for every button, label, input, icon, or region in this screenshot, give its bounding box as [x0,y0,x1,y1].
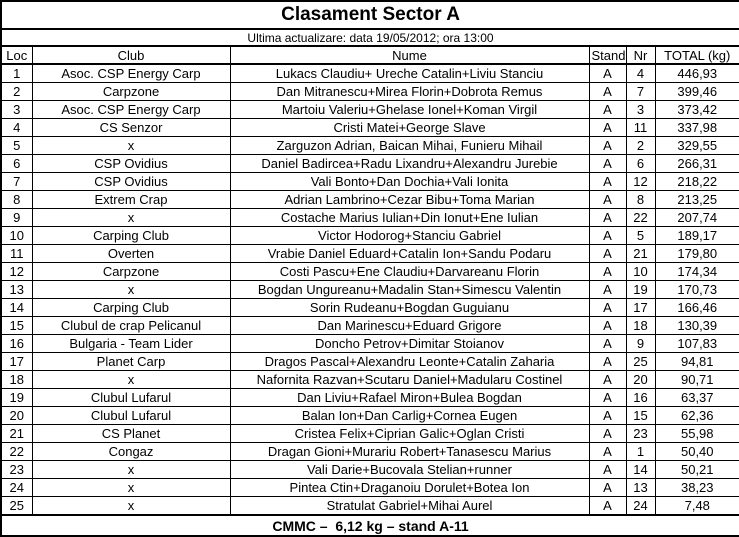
cell-loc: 6 [1,155,32,173]
cell-nume: Dragan Gioni+Murariu Robert+Tanasescu Marius [230,443,589,461]
cell-total: 446,93 [655,64,739,83]
cell-club: Bulgaria - Team Lider [32,335,230,353]
cell-loc: 13 [1,281,32,299]
cell-nume: Costache Marius Iulian+Din Ionut+Ene Iulian [230,209,589,227]
cell-stand: A [589,155,626,173]
cell-stand: A [589,407,626,425]
col-header-nume: Nume [230,46,589,64]
col-header-loc: Loc [1,46,32,64]
cell-club: x [32,461,230,479]
cell-nr: 5 [626,227,655,245]
cell-total: 174,34 [655,263,739,281]
cell-nume: Lukacs Claudiu+ Ureche Catalin+Liviu Stanciu [230,64,589,83]
column-header-row [1,46,739,64]
cell-nr: 21 [626,245,655,263]
table-row [1,137,739,155]
cell-total: 170,73 [655,281,739,299]
cell-total: 266,31 [655,155,739,173]
cell-club: Congaz [32,443,230,461]
cell-nr: 6 [626,155,655,173]
table-row [1,155,739,173]
cell-club: Carping Club [32,299,230,317]
cell-club: Carpzone [32,83,230,101]
cell-nume: Dan Liviu+Rafael Miron+Bulea Bogdan [230,389,589,407]
cell-nume: Martoiu Valeriu+Ghelase Ionel+Koman Virgil [230,101,589,119]
cell-club: Clubul Lufarul [32,407,230,425]
cell-club: Carpzone [32,263,230,281]
cell-loc: 3 [1,101,32,119]
cell-stand: A [589,137,626,155]
cell-club: x [32,137,230,155]
cell-total: 7,48 [655,497,739,516]
cell-stand: A [589,191,626,209]
cell-loc: 24 [1,479,32,497]
cell-loc: 2 [1,83,32,101]
cell-nr: 11 [626,119,655,137]
table-row [1,371,739,389]
table-row [1,389,739,407]
page-title: Clasament Sector A [1,1,739,29]
cell-total: 166,46 [655,299,739,317]
table-row [1,173,739,191]
cell-stand: A [589,497,626,516]
cell-total: 50,40 [655,443,739,461]
cell-loc: 15 [1,317,32,335]
cell-stand: A [589,173,626,191]
cell-total: 179,80 [655,245,739,263]
footer-row [1,515,739,536]
cell-loc: 19 [1,389,32,407]
cell-nr: 13 [626,479,655,497]
col-header-stand: Stand [589,46,626,64]
cell-nr: 23 [626,425,655,443]
cell-loc: 8 [1,191,32,209]
cell-club: CSP Ovidius [32,173,230,191]
cell-nume: Bogdan Ungureanu+Madalin Stan+Simescu Valentin [230,281,589,299]
table-row [1,497,739,516]
cell-stand: A [589,425,626,443]
table-row [1,407,739,425]
cell-stand: A [589,281,626,299]
cell-stand: A [589,209,626,227]
table-row [1,335,739,353]
cell-nume: Vrabie Daniel Eduard+Catalin Ion+Sandu Podaru [230,245,589,263]
cell-total: 55,98 [655,425,739,443]
table-row [1,191,739,209]
cell-nr: 19 [626,281,655,299]
cell-nume: Daniel Badircea+Radu Lixandru+Alexandru Jurebie [230,155,589,173]
cell-nr: 1 [626,443,655,461]
cell-club: Planet Carp [32,353,230,371]
cell-stand: A [589,263,626,281]
table-row [1,281,739,299]
cell-nume: Zarguzon Adrian, Baican Mihai, Funieru Mihail [230,137,589,155]
cell-nume: Dan Marinescu+Eduard Grigore [230,317,589,335]
cell-nr: 4 [626,64,655,83]
cell-loc: 5 [1,137,32,155]
subtitle-row [1,29,739,46]
table-row [1,101,739,119]
cell-total: 207,74 [655,209,739,227]
cell-nume: Victor Hodorog+Stanciu Gabriel [230,227,589,245]
cell-nume: Cristi Matei+George Slave [230,119,589,137]
cell-total: 107,83 [655,335,739,353]
cell-stand: A [589,64,626,83]
cell-nume: Dragos Pascal+Alexandru Leonte+Catalin Zaharia [230,353,589,371]
cell-total: 90,71 [655,371,739,389]
table-row [1,353,739,371]
cell-club: Asoc. CSP Energy Carp [32,101,230,119]
table-row [1,245,739,263]
cell-loc: 25 [1,497,32,516]
cell-nume: Costi Pascu+Ene Claudiu+Darvareanu Florin [230,263,589,281]
footer-note: CMMC – 6,12 kg – stand A-11 [1,515,739,536]
cell-total: 130,39 [655,317,739,335]
cell-nume: Sorin Rudeanu+Bogdan Guguianu [230,299,589,317]
cell-club: CS Senzor [32,119,230,137]
cell-club: Carping Club [32,227,230,245]
cell-nr: 16 [626,389,655,407]
cell-nr: 25 [626,353,655,371]
cell-nr: 9 [626,335,655,353]
cell-stand: A [589,317,626,335]
cell-loc: 22 [1,443,32,461]
cell-loc: 7 [1,173,32,191]
cell-total: 62,36 [655,407,739,425]
cell-nume: Balan Ion+Dan Carlig+Cornea Eugen [230,407,589,425]
cell-stand: A [589,101,626,119]
cell-nr: 22 [626,209,655,227]
cell-nr: 2 [626,137,655,155]
cell-total: 189,17 [655,227,739,245]
cell-loc: 16 [1,335,32,353]
cell-stand: A [589,479,626,497]
cell-stand: A [589,389,626,407]
cell-stand: A [589,245,626,263]
cell-nr: 20 [626,371,655,389]
cell-total: 213,25 [655,191,739,209]
table-row [1,443,739,461]
cell-stand: A [589,335,626,353]
cell-total: 218,22 [655,173,739,191]
results-body [1,64,739,515]
col-header-total: TOTAL (kg) [655,46,739,64]
cell-loc: 12 [1,263,32,281]
title-row [1,1,739,29]
cell-total: 373,42 [655,101,739,119]
cell-nume: Pintea Ctin+Draganoiu Dorulet+Botea Ion [230,479,589,497]
table-row [1,263,739,281]
table-row [1,461,739,479]
cell-nume: Dan Mitranescu+Mirea Florin+Dobrota Remus [230,83,589,101]
table-row [1,317,739,335]
cell-loc: 9 [1,209,32,227]
cell-stand: A [589,443,626,461]
cell-stand: A [589,119,626,137]
cell-total: 337,98 [655,119,739,137]
table-row [1,209,739,227]
cell-club: x [32,371,230,389]
table-row [1,83,739,101]
cell-nr: 17 [626,299,655,317]
cell-nume: Vali Bonto+Dan Dochia+Vali Ionita [230,173,589,191]
col-header-nr: Nr [626,46,655,64]
cell-total: 38,23 [655,479,739,497]
cell-total: 329,55 [655,137,739,155]
cell-total: 94,81 [655,353,739,371]
cell-loc: 4 [1,119,32,137]
cell-nr: 14 [626,461,655,479]
cell-nr: 7 [626,83,655,101]
cell-loc: 10 [1,227,32,245]
cell-nr: 18 [626,317,655,335]
cell-nume: Stratulat Gabriel+Mihai Aurel [230,497,589,516]
cell-nume: Cristea Felix+Ciprian Galic+Oglan Cristi [230,425,589,443]
col-header-club: Club [32,46,230,64]
last-update-text: Ultima actualizare: data 19/05/2012; ora 13:00 [1,29,739,46]
cell-loc: 17 [1,353,32,371]
table-row [1,227,739,245]
cell-stand: A [589,83,626,101]
cell-loc: 11 [1,245,32,263]
cell-loc: 14 [1,299,32,317]
cell-club: x [32,497,230,516]
table-row [1,299,739,317]
cell-total: 50,21 [655,461,739,479]
cell-nr: 8 [626,191,655,209]
cell-loc: 1 [1,64,32,83]
cell-stand: A [589,371,626,389]
cell-stand: A [589,227,626,245]
cell-nr: 24 [626,497,655,516]
cell-stand: A [589,353,626,371]
cell-club: Asoc. CSP Energy Carp [32,64,230,83]
cell-nr: 3 [626,101,655,119]
cell-loc: 23 [1,461,32,479]
cell-nr: 10 [626,263,655,281]
cell-stand: A [589,461,626,479]
cell-total: 399,46 [655,83,739,101]
cell-club: Overten [32,245,230,263]
cell-club: CS Planet [32,425,230,443]
cell-club: Extrem Crap [32,191,230,209]
cell-club: Clubul Lufarul [32,389,230,407]
cell-nume: Vali Darie+Bucovala Stelian+runner [230,461,589,479]
table-row [1,425,739,443]
cell-club: Clubul de crap Pelicanul [32,317,230,335]
cell-club: x [32,281,230,299]
table-row [1,119,739,137]
cell-club: x [32,479,230,497]
cell-stand: A [589,299,626,317]
cell-total: 63,37 [655,389,739,407]
cell-nume: Doncho Petrov+Dimitar Stoianov [230,335,589,353]
cell-loc: 20 [1,407,32,425]
cell-nume: Adrian Lambrino+Cezar Bibu+Toma Marian [230,191,589,209]
cell-nr: 12 [626,173,655,191]
table-row [1,479,739,497]
cell-loc: 21 [1,425,32,443]
cell-loc: 18 [1,371,32,389]
cell-club: x [32,209,230,227]
cell-club: CSP Ovidius [32,155,230,173]
cell-nr: 15 [626,407,655,425]
cell-nume: Nafornita Razvan+Scutaru Daniel+Madularu Costinel [230,371,589,389]
table-row [1,64,739,83]
